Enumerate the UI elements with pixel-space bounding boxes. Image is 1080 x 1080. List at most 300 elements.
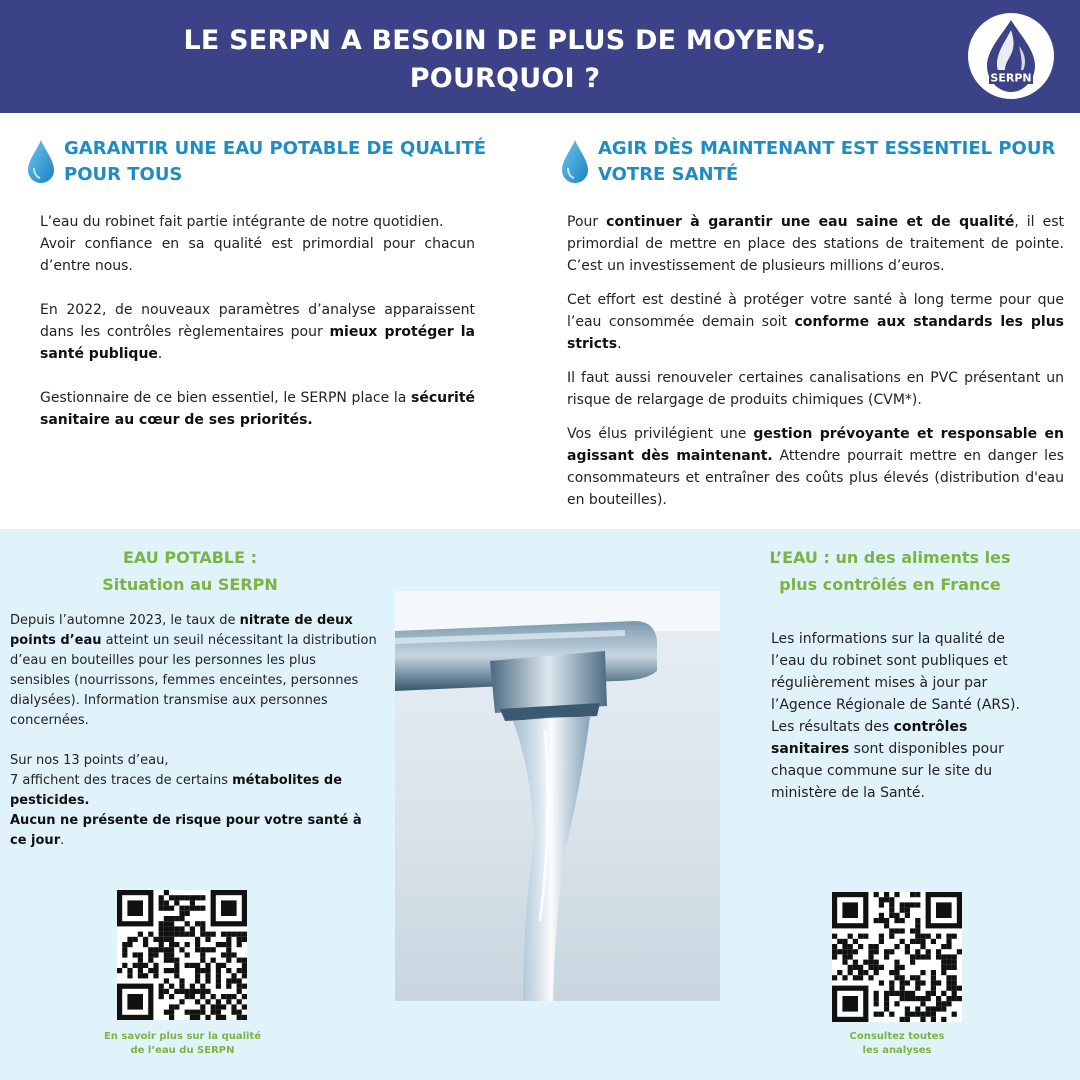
qr-module	[915, 949, 920, 954]
qr-module	[231, 994, 236, 999]
qr-module	[926, 1012, 931, 1017]
qr-module	[842, 949, 847, 954]
qr-module	[242, 984, 247, 989]
qr-module	[237, 1010, 242, 1015]
water-tap-photo	[395, 591, 720, 1001]
qr-module	[952, 975, 957, 980]
qr-module	[221, 994, 226, 999]
qr-module	[889, 934, 894, 939]
qr-module	[174, 1004, 179, 1009]
qr-module	[910, 954, 915, 959]
left-p1b: Avoir confiance en sa qualité est primordial pour chacun d’entre nous.	[40, 236, 475, 274]
qr-module	[190, 994, 195, 999]
qr-module	[216, 968, 221, 973]
qr-module	[879, 939, 884, 944]
qr-code-analyses[interactable]	[832, 892, 962, 1022]
qr-module	[190, 1015, 195, 1020]
qr-module	[143, 937, 148, 942]
qr-module	[169, 958, 174, 963]
qr-module	[842, 902, 858, 918]
qr-module	[195, 895, 200, 900]
qr-module	[221, 942, 226, 947]
qr-module	[905, 949, 910, 954]
qr-module	[138, 952, 143, 957]
qr-module	[242, 937, 247, 942]
qr-module	[905, 913, 910, 918]
bottom-left-title-line1: EAU POTABLE :	[122, 548, 258, 567]
qr-module	[905, 944, 910, 949]
qr-module	[946, 960, 951, 965]
qr-module	[242, 932, 247, 937]
qr-module	[221, 1004, 226, 1009]
qr-module	[200, 968, 205, 973]
qr-module	[159, 932, 164, 937]
qr-module	[216, 942, 221, 947]
qr-module	[926, 1006, 931, 1011]
qr-module	[879, 918, 884, 923]
qr-module	[874, 1001, 879, 1006]
qr-module	[832, 944, 837, 949]
qr-module	[242, 963, 247, 968]
bottom-left-title	[40, 544, 340, 598]
qr-module	[905, 991, 910, 996]
qr-module	[946, 996, 951, 1001]
qr-module	[179, 911, 184, 916]
qr-module	[164, 978, 169, 983]
qr-module	[894, 913, 899, 918]
qr-module	[889, 1012, 894, 1017]
qr-module	[200, 1004, 205, 1009]
qr-module	[874, 970, 879, 975]
right-section-title-line2: VOTRE SANTÉ	[598, 164, 739, 185]
qr-module	[894, 928, 899, 933]
qr-module	[894, 991, 899, 996]
qr-module	[889, 949, 894, 954]
qr-module	[842, 944, 847, 949]
qr-module	[910, 1012, 915, 1017]
qr-module	[169, 921, 174, 926]
qr-module	[237, 978, 242, 983]
qr-module	[148, 932, 153, 937]
qr-module	[153, 968, 158, 973]
qr-module	[138, 932, 143, 937]
qr-module	[174, 958, 179, 963]
qr-module	[900, 975, 905, 980]
qr-module	[216, 963, 221, 968]
qr-module	[946, 954, 951, 959]
qr-module	[915, 975, 920, 980]
qr-module	[237, 989, 242, 994]
qr-module	[863, 960, 868, 965]
qr-module	[884, 949, 889, 954]
qr-module	[159, 989, 164, 994]
qr-module	[216, 1004, 221, 1009]
bottom-left-body	[10, 611, 378, 851]
qr-module	[195, 937, 200, 942]
qr-module	[874, 918, 879, 923]
qr-module	[174, 968, 179, 973]
qr-module	[153, 952, 158, 957]
qr-module	[931, 970, 936, 975]
qr-module	[190, 895, 195, 900]
qr-module	[138, 968, 143, 973]
qr-module	[905, 1006, 910, 1011]
qr-module	[200, 958, 205, 963]
qr-module	[874, 991, 879, 996]
qr-module	[117, 968, 122, 973]
qr-module	[936, 996, 941, 1001]
qr-module	[848, 949, 853, 954]
qr-module	[931, 1012, 936, 1017]
qr-module	[900, 980, 905, 985]
qr-module	[237, 932, 242, 937]
right-p2: Cet effort est destiné à protéger votre santé à long terme pour que l’eau consommée demain soit conforme aux standards les plus stricts.	[567, 292, 1065, 352]
qr-module	[242, 994, 247, 999]
qr-left-caption-line2: de l’eau du SERPN	[130, 1045, 235, 1056]
qr-module	[853, 975, 858, 980]
qr-module	[905, 1012, 910, 1017]
qr-module	[832, 975, 837, 980]
page-title-line1: LE SERPN A BESOIN DE PLUS DE MOYENS,	[183, 25, 827, 56]
qr-module	[842, 939, 847, 944]
bottom-left-p2-line1: Sur nos 13 points d’eau,	[10, 753, 169, 768]
qr-module	[190, 932, 195, 937]
qr-module	[200, 921, 205, 926]
qr-module	[211, 932, 216, 937]
qr-module	[205, 973, 210, 978]
qr-module	[216, 1010, 221, 1015]
qr-module	[842, 954, 847, 959]
qr-module	[900, 965, 905, 970]
qr-module	[894, 975, 899, 980]
qr-module	[853, 960, 858, 965]
qr-module	[237, 942, 242, 947]
qr-module	[185, 895, 190, 900]
qr-module	[900, 928, 905, 933]
qr-module	[153, 947, 158, 952]
qr-module	[242, 973, 247, 978]
qr-module	[164, 890, 169, 895]
qr-module	[169, 984, 174, 989]
qr-module	[952, 1012, 957, 1017]
qr-module	[915, 928, 920, 933]
qr-module	[915, 892, 920, 897]
qr-module	[205, 999, 210, 1004]
qr-module	[164, 958, 169, 963]
qr-module	[226, 952, 231, 957]
qr-module	[179, 932, 184, 937]
qr-module	[920, 1012, 925, 1017]
qr-module	[159, 900, 164, 905]
qr-module	[915, 934, 920, 939]
qr-module	[874, 965, 879, 970]
qr-module	[884, 991, 889, 996]
left-p2: En 2022, de nouveaux paramètres d’analyse apparaissent dans les contrôles règlementaires pour mieux protéger la santé publique.	[40, 302, 475, 362]
qr-module	[931, 980, 936, 985]
qr-module	[889, 986, 894, 991]
qr-module	[169, 968, 174, 973]
qr-module	[169, 926, 174, 931]
qr-module	[926, 996, 931, 1001]
page-title	[120, 22, 890, 98]
qr-module	[853, 939, 858, 944]
qr-module	[174, 926, 179, 931]
qr-module	[195, 973, 200, 978]
qr-module	[169, 932, 174, 937]
qr-module	[179, 916, 184, 921]
qr-module	[952, 986, 957, 991]
qr-module	[164, 932, 169, 937]
qr-module	[159, 937, 164, 942]
qr-module	[900, 991, 905, 996]
qr-module	[159, 895, 164, 900]
qr-right-caption-line2: les analyses	[862, 1045, 932, 1056]
bottom-right-title-line1: L’EAU : un des aliments les	[769, 548, 1011, 567]
qr-module	[226, 984, 231, 989]
qr-module	[858, 944, 863, 949]
qr-module	[858, 965, 863, 970]
qr-module	[185, 1010, 190, 1015]
qr-module	[842, 975, 847, 980]
qr-module	[915, 986, 920, 991]
qr-module	[242, 1015, 247, 1020]
qr-module	[231, 952, 236, 957]
qr-module	[190, 984, 195, 989]
qr-module	[195, 921, 200, 926]
qr-module	[159, 947, 164, 952]
qr-module	[931, 975, 936, 980]
qr-module	[179, 984, 184, 989]
qr-module	[848, 970, 853, 975]
qr-module	[884, 1006, 889, 1011]
qr-module	[936, 1001, 941, 1006]
qr-module	[174, 963, 179, 968]
qr-module	[941, 944, 946, 949]
qr-module	[874, 944, 879, 949]
qr-module	[164, 968, 169, 973]
qr-module	[842, 960, 847, 965]
qr-module	[920, 1001, 925, 1006]
qr-module	[894, 965, 899, 970]
qr-module	[910, 902, 915, 907]
qr-module	[169, 1004, 174, 1009]
qr-module	[920, 944, 925, 949]
qr-module	[195, 963, 200, 968]
qr-module	[159, 906, 164, 911]
qr-module	[946, 975, 951, 980]
bottom-left-p2: 7 affichent des traces de certains métabolites de pesticides.	[10, 773, 343, 808]
qr-module	[894, 1001, 899, 1006]
qr-module	[946, 1001, 951, 1006]
logo-text: SERPN	[990, 71, 1032, 85]
qr-module	[169, 895, 174, 900]
qr-module	[910, 892, 915, 897]
qr-module	[848, 944, 853, 949]
qr-module	[216, 1015, 221, 1020]
qr-module	[200, 989, 205, 994]
qr-module	[894, 918, 899, 923]
qr-module	[837, 949, 842, 954]
qr-module	[179, 926, 184, 931]
qr-module	[910, 960, 915, 965]
qr-module	[143, 963, 148, 968]
qr-module	[159, 921, 164, 926]
qr-module	[216, 973, 221, 978]
left-p1a: L’eau du robinet fait partie intégrante de notre quotidien.	[40, 214, 444, 230]
qr-module	[164, 947, 169, 952]
bottom-left-p1: Depuis l’automne 2023, le taux de nitrate de deux points d’eau atteint un seuil nécessitant la distribution d’eau en bouteilles pour les personnes les plus sensibles (nourrissons, femmes enceintes, personnes dialysées). Information transmise aux personnes concernées.	[10, 613, 377, 728]
qr-module	[879, 980, 884, 985]
qr-module	[920, 980, 925, 985]
qr-module	[221, 900, 237, 916]
qr-module	[216, 984, 221, 989]
qr-module	[127, 937, 132, 942]
qr-module	[936, 954, 941, 959]
qr-module	[242, 1004, 247, 1009]
qr-module	[211, 947, 216, 952]
qr-module	[205, 932, 210, 937]
qr-module	[195, 947, 200, 952]
qr-module	[226, 958, 231, 963]
qr-module	[926, 991, 931, 996]
qr-module	[926, 934, 931, 939]
qr-module	[122, 947, 127, 952]
qr-module	[200, 932, 205, 937]
qr-module	[936, 980, 941, 985]
qr-module	[159, 942, 164, 947]
qr-module	[874, 949, 879, 954]
qr-module	[148, 958, 153, 963]
qr-module	[900, 902, 905, 907]
qr-module	[185, 932, 190, 937]
qr-module	[211, 1004, 216, 1009]
qr-module	[920, 939, 925, 944]
serpn-logo	[967, 12, 1055, 100]
qr-module	[868, 965, 873, 970]
qr-module	[179, 978, 184, 983]
qr-module	[832, 934, 837, 939]
qr-module	[169, 916, 174, 921]
qr-module	[884, 996, 889, 1001]
qr-module	[174, 932, 179, 937]
qr-module	[952, 934, 957, 939]
qr-module	[122, 963, 127, 968]
qr-module	[159, 926, 164, 931]
qr-module	[905, 902, 910, 907]
qr-module	[221, 963, 226, 968]
qr-module	[941, 954, 946, 959]
qr-module	[195, 942, 200, 947]
qr-code-serpn-quality[interactable]	[117, 890, 247, 1020]
qr-module	[216, 978, 221, 983]
qr-module	[169, 947, 174, 952]
qr-module	[127, 994, 143, 1010]
qr-module	[164, 926, 169, 931]
qr-module	[169, 994, 174, 999]
qr-module	[894, 960, 899, 965]
qr-left-caption-line1: En savoir plus sur la qualité	[103, 1031, 262, 1042]
qr-module	[200, 947, 205, 952]
qr-module	[174, 942, 179, 947]
qr-module	[211, 994, 216, 999]
qr-module	[884, 918, 889, 923]
bottom-right-title	[740, 544, 1040, 598]
qr-module	[200, 984, 205, 989]
qr-module	[894, 944, 899, 949]
qr-module	[931, 991, 936, 996]
qr-module	[952, 954, 957, 959]
qr-module	[915, 1012, 920, 1017]
qr-module	[143, 973, 148, 978]
qr-module	[858, 970, 863, 975]
qr-module	[164, 952, 169, 957]
qr-module	[832, 949, 837, 954]
qr-module	[143, 942, 148, 947]
qr-module	[946, 965, 951, 970]
qr-module	[179, 999, 184, 1004]
qr-module	[185, 952, 190, 957]
qr-module	[915, 939, 920, 944]
qr-module	[889, 913, 894, 918]
qr-module	[169, 906, 174, 911]
qr-module	[195, 1010, 200, 1015]
qr-module	[905, 996, 910, 1001]
qr-module	[127, 900, 143, 916]
qr-module	[237, 984, 242, 989]
qr-module	[946, 934, 951, 939]
qr-module	[915, 902, 920, 907]
qr-module	[915, 996, 920, 1001]
qr-module	[900, 908, 905, 913]
qr-module	[169, 1015, 174, 1020]
qr-module	[858, 934, 863, 939]
qr-module	[190, 963, 195, 968]
qr-module	[195, 968, 200, 973]
qr-module	[164, 937, 169, 942]
qr-module	[237, 937, 242, 942]
qr-module	[205, 978, 210, 983]
qr-module	[842, 996, 858, 1012]
qr-module	[952, 965, 957, 970]
qr-module	[190, 1010, 195, 1015]
qr-module	[941, 1001, 946, 1006]
right-section-title-line1: AGIR DÈS MAINTENANT EST ESSENTIEL POUR	[598, 138, 1056, 159]
qr-module	[127, 973, 132, 978]
qr-module	[211, 1010, 216, 1015]
qr-module	[900, 996, 905, 1001]
qr-module	[205, 947, 210, 952]
qr-module	[195, 1015, 200, 1020]
qr-module	[941, 970, 946, 975]
qr-module	[231, 973, 236, 978]
left-p3: Gestionnaire de ce bien essentiel, le SERPN place la sécurité sanitaire au cœur de ses priorités.	[40, 390, 475, 428]
qr-module	[884, 954, 889, 959]
qr-module	[941, 965, 946, 970]
bottom-right-p1: Les informations sur la qualité de l’eau du robinet sont publiques et régulièrement mises à jour par l’Agence Régionale de Santé (ARS). Les résultats des contrôles sanitaires sont disponibles pour chaque commune sur le site du ministère de la Santé.	[771, 631, 1020, 801]
qr-module	[226, 932, 231, 937]
qr-module	[195, 999, 200, 1004]
right-section-body	[567, 211, 1064, 511]
qr-module	[190, 926, 195, 931]
right-p1: Pour continuer à garantir une eau saine et de qualité, il est primordial de mettre en place des stations de traitement de pointe. C’est un investissement de plusieurs millions d’euros.	[567, 214, 1064, 274]
qr-module	[920, 996, 925, 1001]
qr-module	[900, 1017, 905, 1022]
qr-module	[242, 958, 247, 963]
qr-module	[936, 902, 952, 918]
qr-module	[200, 906, 205, 911]
left-section-heading	[26, 136, 496, 188]
qr-module	[905, 980, 910, 985]
